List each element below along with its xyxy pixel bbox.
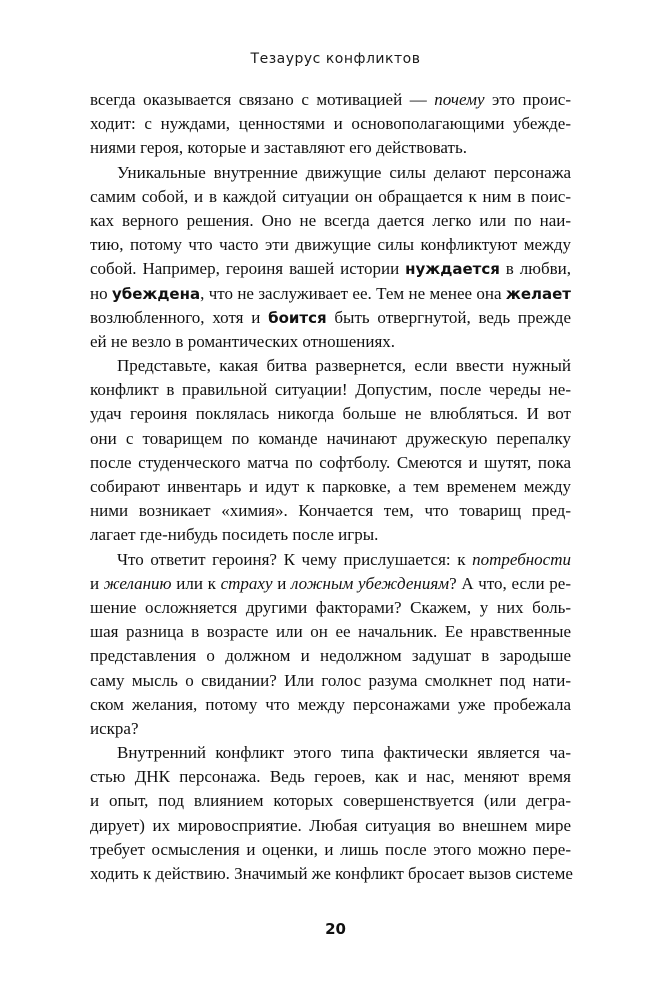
text-run: лагает где-нибудь посидеть после игры. [90,525,379,545]
text-line [90,620,571,644]
text-run: всегда оказывается связано с мотивацией — [90,90,435,109]
italic-term: почему [434,90,485,109]
text-line [90,209,571,233]
text-line [90,112,571,136]
paragraph [90,548,571,742]
text-line [90,669,571,693]
text-line [90,88,571,112]
text-line [90,814,571,838]
text-line [90,717,571,741]
text-line [90,185,571,209]
text-line [90,838,571,862]
italic-term: потребности [472,549,571,569]
bold-term: боится [268,308,327,327]
text-run: конфликт в правильной ситуации! Допустим, после череды не- [90,380,571,400]
text-run: самим собой, и в каждой ситуации он обращается к ним в поис- [90,186,571,206]
text-run: удач героиня поклялась никогда больше не влюбляться. И вот [90,404,571,424]
bold-term: убеждена [111,284,201,303]
text-run: стью ДНК персонажа. Ведь героев, как и нас, меняют время [90,767,571,787]
text-line [90,306,571,330]
text-run: дирует) их мировосприятие. Любая ситуация во внешнем мире [90,815,571,835]
italic-term: желанию [103,573,172,593]
text-line [90,596,571,620]
text-run: собирают инвентарь и идут к парковке, а тем временем между [90,477,571,496]
text-line [90,789,571,813]
text-run: ниями героя, которые и заставляют его действовать. [90,138,467,158]
text-line [90,644,571,668]
text-line [90,427,571,451]
text-run: ском желания, потому что между персонажами уже пробежала [90,694,571,714]
text-run: шая разница в возрасте или он ее начальник. Ее нравственные [90,622,571,642]
text-run: Что ответит героиня? К чему прислушается: к [117,549,473,569]
page-number: 20 [325,920,346,938]
text-run: тию, потому что часто эти движущие силы конфликтуют между [90,235,571,255]
text-run: но [90,283,112,303]
text-line [90,161,571,185]
paragraph [90,354,571,548]
text-run: после студенческого матча по софтболу. Смеются и шутят, пока [90,452,571,472]
text-line [90,136,571,160]
text-run: , что не заслуживает ее. Тем не менее она [200,283,506,303]
text-run: быть отвергнутой, ведь прежде [326,307,572,327]
running-head: Тезаурус конфликтов [250,51,421,67]
text-run: ках верного решения. Оно не всегда дается легко или по наи- [90,210,571,230]
text-run: Уникальные внутренние движущие силы делают персонажа [117,162,571,182]
text-line [90,282,571,306]
text-run: возлюбленного, хотя и [90,307,269,327]
text-run: искра? [90,718,139,738]
text-line [90,257,571,281]
text-run: и [90,573,104,593]
text-run: Представьте, какая битва развернется, если ввести нужный [117,356,571,376]
text-line [90,475,571,499]
text-line [90,548,571,572]
text-run: или к [171,573,221,593]
paragraph [90,88,571,161]
text-line [90,451,571,475]
text-line [90,378,571,402]
text-line [90,233,571,257]
text-line [90,402,571,426]
text-line [90,499,571,523]
italic-term: страху [220,573,273,593]
text-run: ними возникает «химия». Кончается тем, что товарищ пред- [90,501,571,521]
text-line [90,765,571,789]
italic-term: ложным убеждениям [291,573,450,593]
text-run: это проис- [484,90,572,109]
text-run: ходить к действию. Значимый же конфликт бросает вызов системе [90,864,573,883]
text-run: шение осложняется другими факторами? Скажем, у них боль- [90,597,571,617]
text-line [90,523,571,547]
text-run: саму мысль о свидании? Или голос разума смолкнет под нати- [90,670,571,690]
text-run: ей не везло в романтических отношениях. [90,331,396,351]
paragraph [90,741,571,886]
text-line [90,862,571,886]
text-line [90,330,571,354]
text-line [90,572,571,596]
text-line [90,741,571,765]
text-run: представления о должном и недолжном задушат в зародыше [90,646,571,666]
text-line [90,693,571,717]
text-run: и [272,573,291,593]
text-run: ходит: с нуждами, ценностями и основополагающими убежде- [90,114,571,134]
text-run: собой. Например, героиня вашей истории [90,259,406,279]
paragraph [90,161,571,355]
text-run: требует осмысления и оценки, и лишь после этого можно пере- [90,839,571,859]
bold-term: желает [505,284,571,303]
body-text [90,88,571,886]
bold-term: нуждается [405,260,500,279]
text-run: Внутренний конфликт этого типа фактически является ча- [117,743,571,763]
text-line [90,354,571,378]
text-run: и опыт, под влиянием которых совершенствуется (или дегра- [90,791,571,811]
text-run: они с товарищем по команде начинают дружескую перепалку [90,428,571,448]
text-run: в любви, [499,259,572,279]
text-run: ? А что, если ре- [449,573,571,593]
